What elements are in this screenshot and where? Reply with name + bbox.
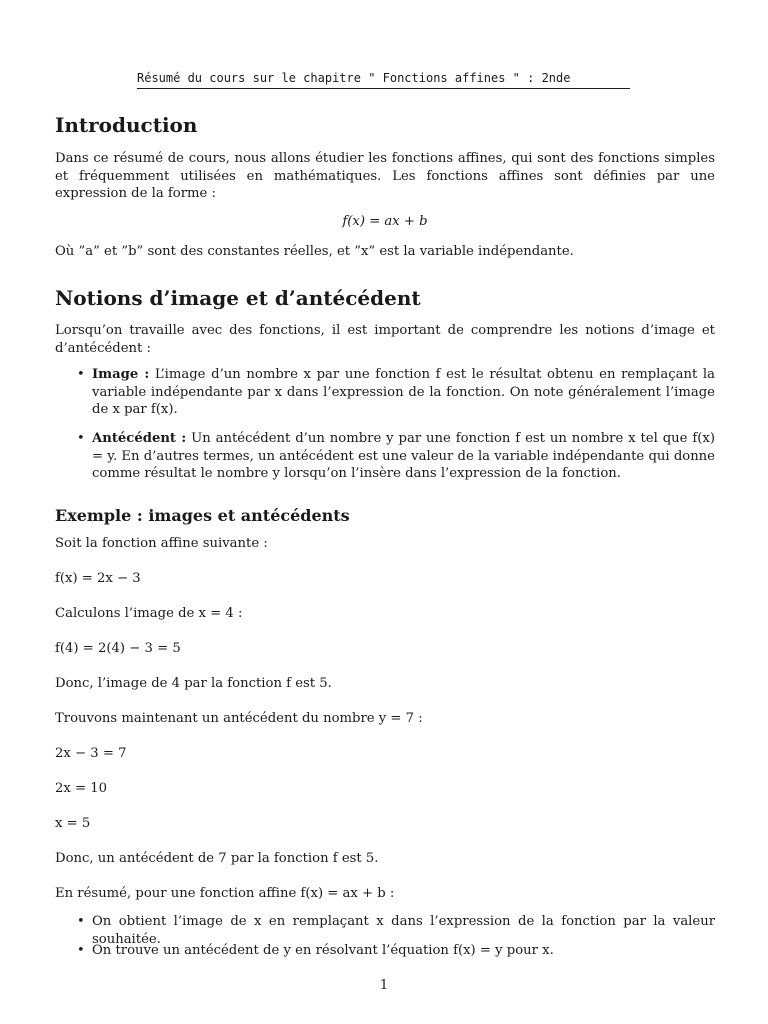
bullet-icon: • — [77, 943, 85, 958]
term-image: Image : — [92, 367, 150, 382]
example-line: f(x) = 2x − 3 — [55, 571, 141, 586]
example-line: Calculons l’image de x = 4 : — [55, 606, 243, 621]
intro-formula: f(x) = ax + b — [342, 214, 428, 229]
bullet-icon: • — [77, 367, 85, 382]
list-item-antecedent — [77, 430, 715, 483]
example-line: Donc, un antécédent de 7 par la fonction f est 5. — [55, 851, 379, 866]
term-antecedent: Antécédent : — [92, 431, 187, 446]
subsection-title-example: Exemple : images et antécédents — [55, 506, 350, 525]
example-line: Soit la fonction affine suivante : — [55, 536, 268, 551]
notions-paragraph: Lorsqu’on travaille avec des fonctions, il est important de comprendre les notions d’image et d’antécédent : — [55, 323, 715, 356]
example-line: Trouvons maintenant un antécédent du nombre y = 7 : — [55, 711, 423, 726]
section-title-introduction: Introduction — [55, 113, 198, 137]
example-line: Donc, l’image de 4 par la fonction f est 5. — [55, 676, 332, 691]
summary-item: • On obtient l’image de x en remplaçant x dans l’expression de la fonction par la valeur souhaitée. — [77, 914, 715, 947]
definition-antecedent: Un antécédent d’un nombre y par une fonction f est un nombre x tel que f(x) = y. En d’autres termes, un antécédent est une valeur de la variable indépendante qui donne comme résultat le nombre y lorsqu’on l’insère dans l’expression de la fonction. — [92, 431, 715, 481]
example-line: En résumé, pour une fonction affine f(x) = ax + b : — [55, 886, 395, 901]
example-line: x = 5 — [55, 816, 91, 831]
bullet-icon: • — [77, 431, 85, 446]
definition-image: L’image d’un nombre x par une fonction f est le résultat obtenu en remplaçant la variable indépendante par x dans l’expression de la fonction. On note généralement l’image de x par f(x). — [92, 367, 715, 417]
section-title-notions: Notions d’image et d’antécédent — [55, 286, 421, 310]
list-item-image — [77, 366, 715, 419]
summary-item: • On trouve un antécédent de y en résolvant l’équation f(x) = y pour x. — [77, 943, 554, 958]
example-line: f(4) = 2(4) − 3 = 5 — [55, 641, 181, 656]
bullet-icon: • — [77, 914, 85, 929]
intro-note: Où ”a” et ”b” sont des constantes réelles, et ”x” est la variable indépendante. — [55, 244, 574, 259]
example-line: 2x = 10 — [55, 781, 108, 796]
page-number: 1 — [379, 978, 389, 993]
example-line: 2x − 3 = 7 — [55, 746, 127, 761]
document-header: Résumé du cours sur le chapitre " Fonctions affines " : 2nde — [137, 70, 630, 89]
intro-paragraph: Dans ce résumé de cours, nous allons étudier les fonctions affines, qui sont des fonctions simples et fréquemment utilisées en mathématiques. Les fonctions affines sont définies par une expression de la forme : — [55, 151, 715, 201]
